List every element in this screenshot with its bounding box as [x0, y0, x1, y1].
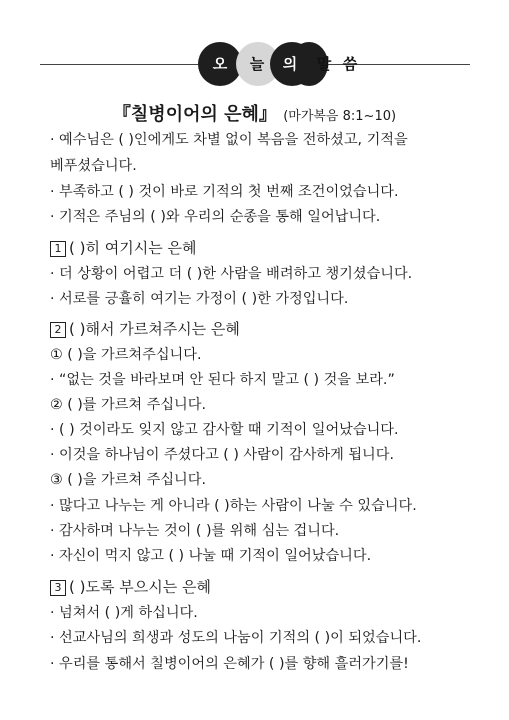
section-heading [50, 320, 240, 338]
section-heading-text: ( )해서 가르쳐주시는 은혜 [69, 320, 240, 338]
body-line: · “없는 것을 바라보며 안 된다 하지 말고 ( ) 것을 보라.” [50, 372, 395, 388]
section-heading [50, 578, 211, 596]
sermon-title [0, 100, 509, 126]
body-line: · 자신이 먹지 않고 ( ) 나눌 때 기적이 일어났습니다. [50, 548, 372, 564]
body-line: · 부족하고 ( ) 것이 바로 기적의 첫 번째 조건이었습니다. [50, 184, 399, 200]
section-number: 3 [50, 580, 66, 596]
title-main: 『칠병이어의 은혜』 [112, 104, 277, 125]
body-line: ① ( )을 가르쳐주십니다. [50, 347, 202, 363]
scripture-reference: (마가복음 8:1~10) [283, 109, 397, 124]
header-syllable: 씀 [342, 55, 358, 73]
body-line: ③ ( )을 가르쳐 주십니다. [50, 472, 206, 488]
section-heading-text: ( )히 여기시는 은혜 [69, 239, 197, 257]
body-line: · 더 상황이 어렵고 더 ( )한 사람을 배려하고 챙기셨습니다. [50, 266, 413, 282]
body-line: 베푸셨습니다. [50, 158, 137, 174]
body-line: · 많다고 나누는 게 아니라 ( )하는 사람이 나눌 수 있습니다. [50, 498, 417, 514]
body-line: · ( ) 것이라도 잊지 않고 감사할 때 기적이 일어났습니다. [50, 422, 399, 438]
body-line: · 예수님은 ( )인에게도 차별 없이 복음을 전하셨고, 기적을 [50, 132, 408, 148]
body-line: · 넘쳐서 ( )게 하십니다. [50, 605, 198, 621]
body-line: · 감사하며 나누는 것이 ( )를 위해 심는 겁니다. [50, 523, 340, 539]
body-line: · 기적은 주님의 ( )와 우리의 순종을 통해 일어납니다. [50, 209, 381, 225]
section-heading [50, 239, 196, 257]
section-number: 2 [50, 322, 66, 338]
header-syllable: 늘 [249, 55, 265, 73]
body-line: · 서로를 긍휼히 여기는 가정이 ( )한 가정입니다. [50, 291, 349, 307]
body-line: · 우리를 통해서 칠병이어의 은혜가 ( )를 향해 흘러가기를! [50, 656, 409, 672]
body-line: · 선교사님의 희생과 성도의 나눔이 기적의 ( )이 되었습니다. [50, 630, 422, 646]
section-heading-text: ( )도록 부으시는 은혜 [69, 578, 211, 596]
header-syllable: 의 [282, 55, 298, 73]
header-syllable: 오 [212, 55, 228, 73]
body-line: ② ( )를 가르쳐 주십니다. [50, 397, 206, 413]
section-number: 1 [50, 241, 66, 257]
sermon-header-banner [40, 38, 470, 88]
body-line: · 이것을 하나님이 주셨다고 ( ) 사람이 감사하게 됩니다. [50, 447, 394, 463]
header-syllable: 말 [316, 55, 332, 73]
